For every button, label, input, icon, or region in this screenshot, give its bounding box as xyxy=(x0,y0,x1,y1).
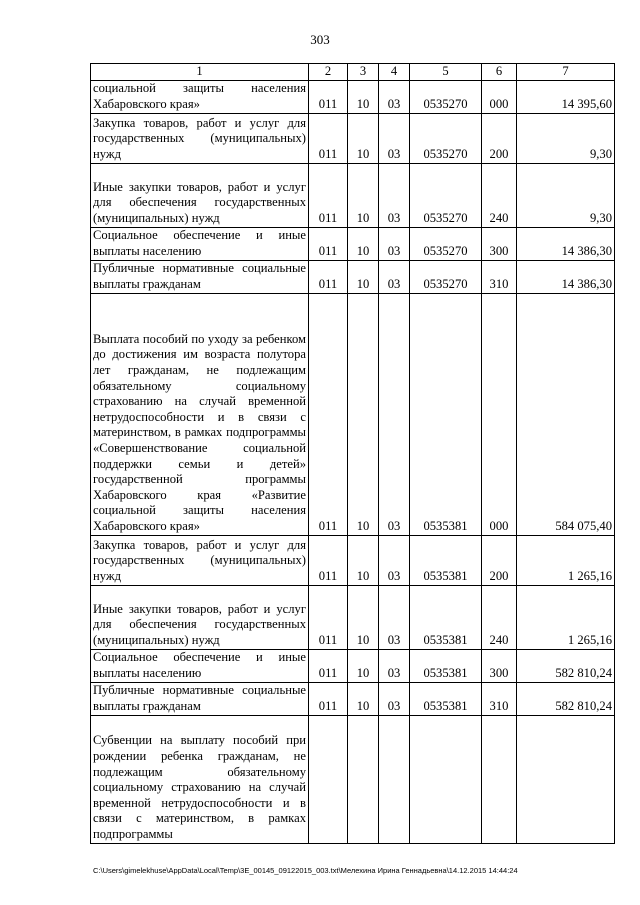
cell-name: Социальное обеспечение и иные выплаты населению xyxy=(91,649,309,682)
table-row xyxy=(91,80,615,113)
cell-name: Субвенции на выплату пособий при рождении ребенка гражданам, не подлежащим обязательному социальному страхованию на случай временной нетрудоспособности и в связи с материнством, в рамках подпрограммы xyxy=(91,715,309,843)
cell-admin-code: 011 xyxy=(309,682,348,715)
cell-section: 10 xyxy=(348,113,379,163)
cell-subsection: 03 xyxy=(379,163,410,227)
cell-name: Иные закупки товаров, работ и услуг для обеспечения государственных (муниципальных) нужд xyxy=(91,585,309,649)
cell-expense-type: 000 xyxy=(482,293,517,535)
table-row xyxy=(91,682,615,715)
cell-expense-type: 310 xyxy=(482,682,517,715)
cell-section: 10 xyxy=(348,80,379,113)
col-header-5: 5 xyxy=(410,64,482,81)
table-row xyxy=(91,585,615,649)
cell-amount: 1 265,16 xyxy=(517,585,615,649)
table-row xyxy=(91,293,615,535)
table-row xyxy=(91,163,615,227)
cell-expense-type xyxy=(482,715,517,843)
cell-target-article: 0535381 xyxy=(410,649,482,682)
cell-name: Выплата пособий по уходу за ребенком до достижения им возраста полутора лет гражданам, не подлежащим обязательному социальному страхованию на случай временной нетрудоспособности и в связи с материнством, в рамках подпрограммы «Совершенствование социальной поддержки семьи и детей» государственной программы Хабаровского края «Развитие социальной защиты населения Хабаровского края» xyxy=(91,293,309,535)
col-header-2: 2 xyxy=(309,64,348,81)
cell-section xyxy=(348,715,379,843)
table-row xyxy=(91,649,615,682)
cell-subsection: 03 xyxy=(379,80,410,113)
cell-subsection: 03 xyxy=(379,293,410,535)
cell-target-article: 0535270 xyxy=(410,227,482,260)
cell-name: Закупка товаров, работ и услуг для государственных (муниципальных) нужд xyxy=(91,113,309,163)
cell-amount: 14 386,30 xyxy=(517,227,615,260)
cell-subsection: 03 xyxy=(379,682,410,715)
cell-section: 10 xyxy=(348,682,379,715)
col-header-3: 3 xyxy=(348,64,379,81)
cell-target-article: 0535381 xyxy=(410,293,482,535)
cell-section: 10 xyxy=(348,293,379,535)
cell-target-article xyxy=(410,715,482,843)
cell-admin-code: 011 xyxy=(309,80,348,113)
cell-amount: 582 810,24 xyxy=(517,682,615,715)
cell-target-article: 0535270 xyxy=(410,80,482,113)
col-header-1: 1 xyxy=(91,64,309,81)
cell-name: Социальное обеспечение и иные выплаты населению xyxy=(91,227,309,260)
cell-target-article: 0535270 xyxy=(410,163,482,227)
cell-expense-type: 200 xyxy=(482,113,517,163)
table-row xyxy=(91,113,615,163)
cell-admin-code xyxy=(309,715,348,843)
table-row xyxy=(91,715,615,843)
cell-section: 10 xyxy=(348,649,379,682)
cell-target-article: 0535381 xyxy=(410,682,482,715)
cell-expense-type: 300 xyxy=(482,649,517,682)
cell-subsection: 03 xyxy=(379,649,410,682)
cell-amount: 584 075,40 xyxy=(517,293,615,535)
cell-amount xyxy=(517,715,615,843)
cell-subsection: 03 xyxy=(379,260,410,293)
cell-name: Иные закупки товаров, работ и услуг для обеспечения государственных (муниципальных) нужд xyxy=(91,163,309,227)
cell-target-article: 0535270 xyxy=(410,260,482,293)
cell-section: 10 xyxy=(348,163,379,227)
cell-subsection xyxy=(379,715,410,843)
cell-admin-code: 011 xyxy=(309,585,348,649)
cell-subsection: 03 xyxy=(379,113,410,163)
cell-admin-code: 011 xyxy=(309,113,348,163)
cell-target-article: 0535381 xyxy=(410,535,482,585)
cell-expense-type: 300 xyxy=(482,227,517,260)
cell-section: 10 xyxy=(348,260,379,293)
table-row xyxy=(91,535,615,585)
page-number: 303 xyxy=(310,32,330,47)
cell-amount: 9,30 xyxy=(517,163,615,227)
cell-subsection: 03 xyxy=(379,585,410,649)
cell-expense-type: 240 xyxy=(482,585,517,649)
cell-expense-type: 310 xyxy=(482,260,517,293)
col-header-6: 6 xyxy=(482,64,517,81)
cell-subsection: 03 xyxy=(379,535,410,585)
cell-section: 10 xyxy=(348,585,379,649)
cell-name: Публичные нормативные социальные выплаты гражданам xyxy=(91,260,309,293)
budget-table xyxy=(90,63,615,844)
cell-name: социальной защиты населения Хабаровского края» xyxy=(91,80,309,113)
header-row xyxy=(91,64,615,81)
cell-admin-code: 011 xyxy=(309,535,348,585)
cell-expense-type: 240 xyxy=(482,163,517,227)
cell-admin-code: 011 xyxy=(309,163,348,227)
cell-amount: 1 265,16 xyxy=(517,535,615,585)
cell-expense-type: 200 xyxy=(482,535,517,585)
file-path-footer: C:\Users\gimelekhuse\AppData\Local\Temp\3E_00145_09122015_003.txt\Мелехина Ирина Геннадьевна\14.12.2015 14:44:24 xyxy=(93,866,518,875)
cell-expense-type: 000 xyxy=(482,80,517,113)
cell-target-article: 0535381 xyxy=(410,585,482,649)
cell-section: 10 xyxy=(348,535,379,585)
table-row xyxy=(91,227,615,260)
cell-admin-code: 011 xyxy=(309,260,348,293)
cell-section: 10 xyxy=(348,227,379,260)
cell-amount: 582 810,24 xyxy=(517,649,615,682)
cell-admin-code: 011 xyxy=(309,649,348,682)
cell-admin-code: 011 xyxy=(309,293,348,535)
cell-name: Закупка товаров, работ и услуг для государственных (муниципальных) нужд xyxy=(91,535,309,585)
col-header-4: 4 xyxy=(379,64,410,81)
cell-admin-code: 011 xyxy=(309,227,348,260)
col-header-7: 7 xyxy=(517,64,615,81)
table-row xyxy=(91,260,615,293)
cell-target-article: 0535270 xyxy=(410,113,482,163)
cell-subsection: 03 xyxy=(379,227,410,260)
cell-amount: 14 395,60 xyxy=(517,80,615,113)
cell-amount: 9,30 xyxy=(517,113,615,163)
cell-amount: 14 386,30 xyxy=(517,260,615,293)
cell-name: Публичные нормативные социальные выплаты гражданам xyxy=(91,682,309,715)
